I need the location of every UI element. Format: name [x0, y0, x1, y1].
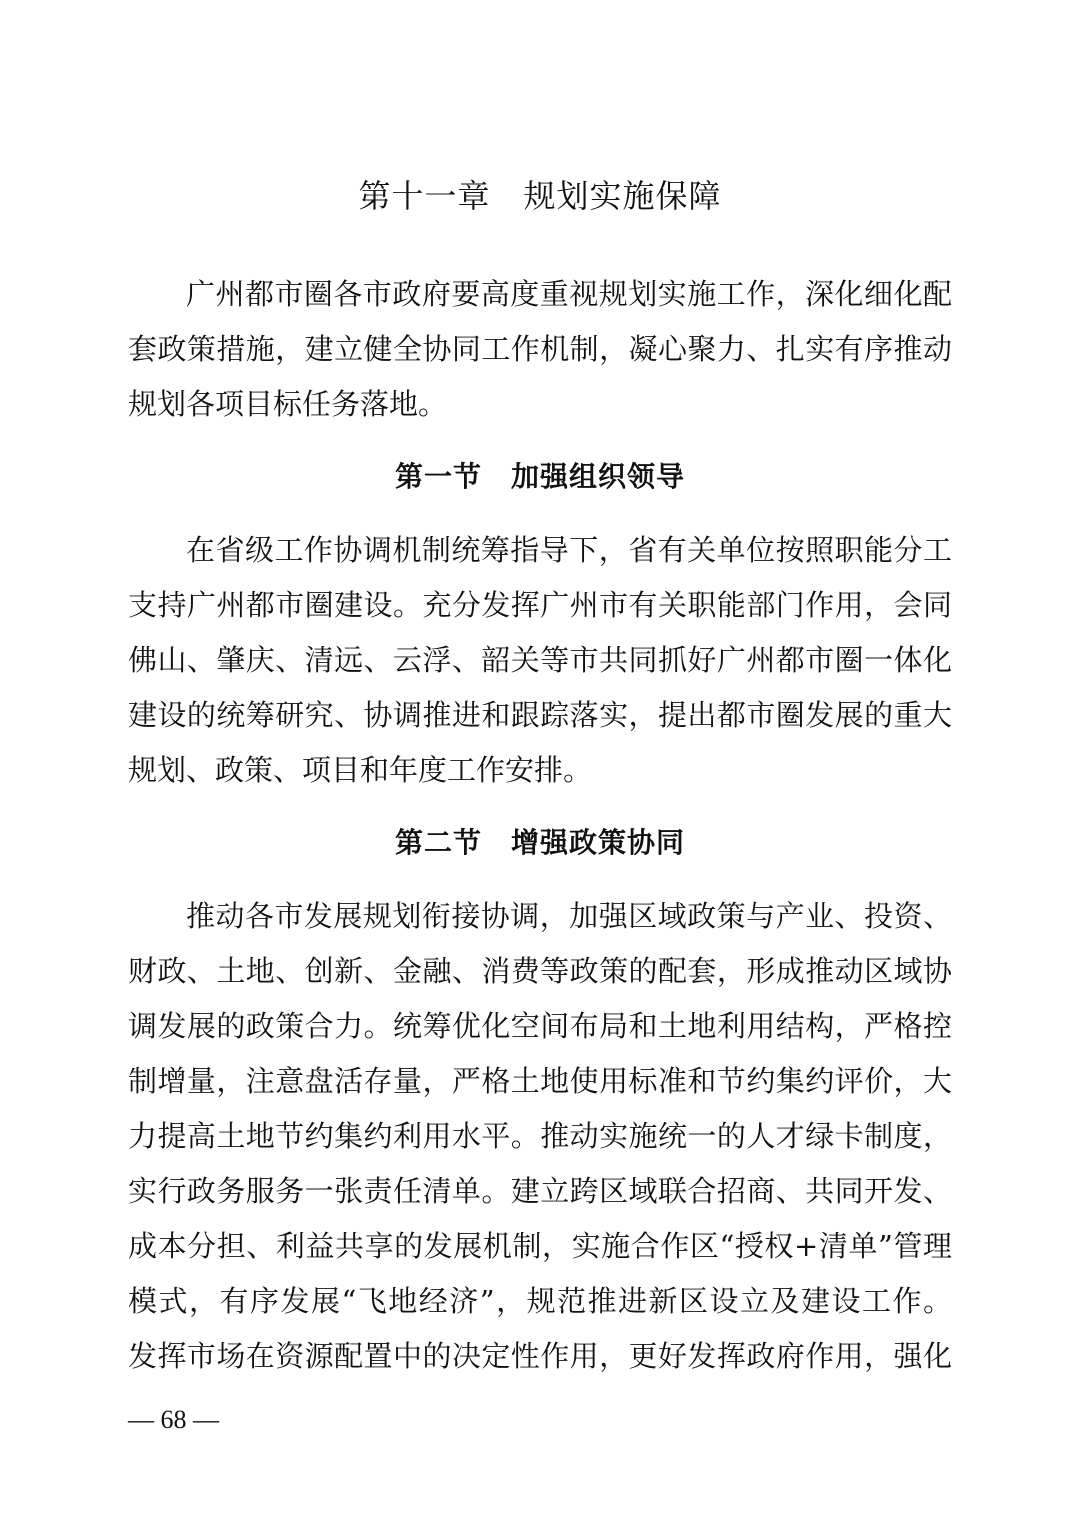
paragraph-line: 广州都市圈各市政府要高度重视规划实施工作，深化细化配	[186, 277, 952, 311]
paragraph-line: 成本分担、利益共享的发展机制，实施合作区“授权+清单”管理	[128, 1229, 952, 1263]
chapter-title: 第十一章 规划实施保障	[358, 177, 722, 215]
paragraph-line: 财政、土地、创新、金融、消费等政策的配套，形成推动区域协	[128, 954, 952, 988]
paragraph-line: 发挥市场在资源配置中的决定性作用，更好发挥政府作用，强化	[128, 1339, 952, 1373]
section2-paragraph	[128, 889, 952, 1384]
paragraph-line: 调发展的政策合力。统筹优化空间布局和土地利用结构，严格控	[128, 1009, 952, 1043]
paragraph-line: 套政策措施，建立健全协同工作机制，凝心聚力、扎实有序推动	[128, 332, 952, 366]
paragraph-line: 佛山、肇庆、清远、云浮、韶关等市共同抓好广州都市圈一体化	[128, 643, 952, 677]
paragraph-line: 支持广州都市圈建设。充分发挥广州市有关职能部门作用，会同	[128, 588, 952, 622]
paragraph-line: 力提高土地节约集约利用水平。推动实施统一的人才绿卡制度，	[128, 1119, 952, 1153]
section1-paragraph	[128, 523, 952, 798]
section-title-2: 第二节 增强政策协同	[394, 826, 685, 859]
intro-paragraph	[128, 267, 952, 432]
paragraph-line: 规划、政策、项目和年度工作安排。	[128, 753, 593, 787]
section-title-1: 第一节 加强组织领导	[394, 460, 685, 493]
paragraph-line: 实行政务服务一张责任清单。建立跨区域联合招商、共同开发、	[128, 1174, 952, 1208]
paragraph-line: 模式，有序发展“飞地经济”，规范推进新区设立及建设工作。	[128, 1284, 952, 1318]
paragraph-line: 制增量，注意盘活存量，严格土地使用标准和节约集约评价，大	[128, 1064, 952, 1098]
paragraph-line: 建设的统筹研究、协调推进和跟踪落实，提出都市圈发展的重大	[128, 698, 952, 732]
paragraph-line: 规划各项目标任务落地。	[128, 387, 448, 421]
page-number: — 68 —	[128, 1405, 219, 1434]
paragraph-line: 在省级工作协调机制统筹指导下，省有关单位按照职能分工	[186, 533, 952, 567]
paragraph-line: 推动各市发展规划衔接协调，加强区域政策与产业、投资、	[186, 899, 952, 933]
